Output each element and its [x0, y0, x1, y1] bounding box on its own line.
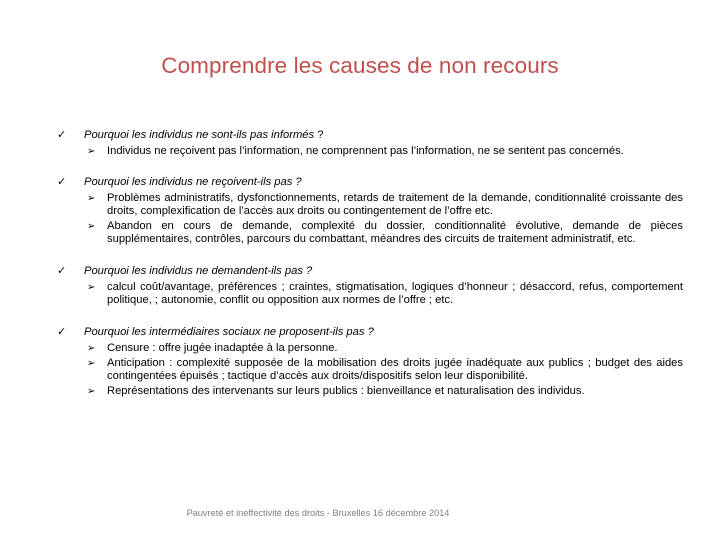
sub-point: ➢ Anticipation : complexité supposée de la mobilisation des droits jugée inadéquate aux publics ; budget des aides contingentées épuisés ; tactique d’accès aux droits/dispositifs selon leur disponibilité. [87, 357, 683, 382]
arrow-bullet-icon: ➢ [87, 146, 96, 157]
sub-point: ➢ Individus ne reçoivent pas l’information, ne comprennent pas l’information, ne se sentent pas concernés. [87, 145, 624, 157]
sub-point: ➢ Censure : offre jugée inadaptée à la personne. [87, 342, 338, 354]
arrow-bullet-icon: ➢ [87, 358, 96, 369]
arrow-bullet-icon: ➢ [87, 343, 96, 354]
arrow-bullet-icon: ➢ [87, 221, 96, 232]
sub-point-list [84, 145, 683, 158]
arrow-bullet-icon: ➢ [87, 193, 96, 204]
sub-point-list [84, 192, 683, 246]
question-text: Pourquoi les individus ne demandent-ils pas ? [84, 265, 313, 277]
question-item [57, 325, 683, 398]
slide-title: Comprendre les causes de non recours [161, 53, 559, 78]
question-item [57, 264, 683, 307]
sub-point: ➢ Représentations des intervenants sur leurs publics : bienveillance et naturalisation des individus. [87, 385, 585, 397]
slide-footer: Pauvreté et ineffectivité des droits - Bruxelles 16 décembre 2014 [186, 508, 450, 518]
sub-point: ➢ Problèmes administratifs, dysfonctionnements, retards de traitement de la demande, conditionnalité croissante des droits, complexification de l’accès aux droits ou contingentement de l’offre etc. [87, 192, 683, 217]
checkmark-icon: ✓ [57, 176, 67, 188]
question-text: Pourquoi les individus ne sont-ils pas informés ? [84, 129, 324, 141]
question-item [57, 175, 683, 246]
sub-point: ➢ calcul coût/avantage, préférences ; craintes, stigmatisation, logiques d’honneur ; désaccord, refus, comportement politique, ; autonomie, conflit ou opposition aux normes de l’offre ; etc. [87, 281, 683, 306]
checkmark-icon: ✓ [57, 326, 67, 338]
slide-content [57, 128, 683, 398]
arrow-bullet-icon: ➢ [87, 386, 96, 397]
arrow-bullet-icon: ➢ [87, 282, 96, 293]
sub-point-list [84, 342, 683, 398]
sub-point-list [84, 281, 683, 307]
question-item [57, 128, 683, 158]
question-text: Pourquoi les intermédiaires sociaux ne proposent-ils pas ? [84, 326, 374, 338]
checkmark-icon: ✓ [57, 265, 67, 277]
checkmark-icon: ✓ [57, 129, 67, 141]
sub-point: ➢ Abandon en cours de demande, complexité du dossier, conditionnalité évolutive, demande de pièces supplémentaires, contrôles, parcours du combattant, méandres des circuits de traitement administratif, etc. [87, 220, 683, 245]
question-text: Pourquoi les individus ne reçoivent-ils pas ? [84, 176, 302, 188]
